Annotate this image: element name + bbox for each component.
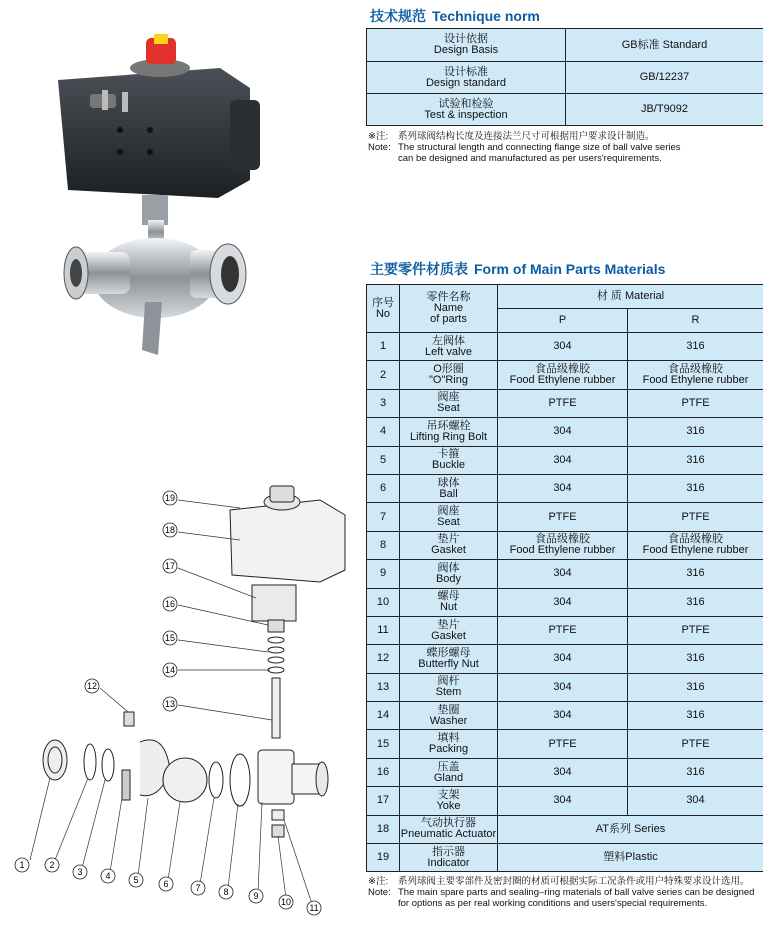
row-no: 8 (367, 531, 400, 559)
table-row (367, 560, 763, 588)
callout-number: 14 (164, 665, 176, 675)
row-material-r: 316 (628, 673, 763, 701)
header-p: P (498, 309, 628, 333)
row-material-p: 食品级橡胶 Food Ethylene rubber (498, 361, 628, 389)
header-no: 序号 No (367, 285, 400, 333)
row-no: 5 (367, 446, 400, 474)
row-material-p: 304 (498, 560, 628, 588)
row-part-name: 阀座 Seat (400, 389, 498, 417)
row-material-r: PTFE (628, 616, 763, 644)
technique-value: JB/T9092 (566, 94, 763, 126)
row-material-r: 316 (628, 446, 763, 474)
row-no: 2 (367, 361, 400, 389)
callout-number: 15 (164, 633, 176, 643)
callout-number: 8 (223, 887, 229, 897)
technique-title-cn: 技术规范 (370, 8, 426, 24)
row-no: 11 (367, 616, 400, 644)
technique-table (366, 28, 763, 126)
row-part-name: 指示器 Indicator (400, 844, 498, 872)
header-name: 零件名称 Name of parts (400, 285, 498, 333)
technique-label: 试验和检验 Test & inspection (367, 94, 566, 126)
header-material: 材 质 Material (498, 285, 763, 309)
callout-number: 13 (164, 699, 176, 709)
row-part-name: 垫片 Gasket (400, 531, 498, 559)
materials-title-cn: 主要零件材质表 (370, 261, 468, 277)
technique-title-en: Technique norm (432, 8, 540, 24)
row-part-name: 气动执行器 Pneumatic Actuator (400, 815, 498, 843)
row-material-p: 304 (498, 474, 628, 502)
table-row (367, 616, 763, 644)
callout-number: 2 (49, 860, 55, 870)
technique-label: 设计依据 Design Basis (367, 29, 566, 62)
technique-row (367, 94, 763, 126)
table-row (367, 673, 763, 701)
row-material-p: 304 (498, 758, 628, 786)
callout-number: 6 (163, 879, 169, 889)
table-row (367, 474, 763, 502)
row-no: 16 (367, 758, 400, 786)
row-part-name: 垫片 Gasket (400, 616, 498, 644)
technique-title (370, 6, 540, 26)
table-row (367, 844, 763, 872)
table-row (367, 531, 763, 559)
row-no: 4 (367, 418, 400, 446)
row-material-r: PTFE (628, 730, 763, 758)
row-material-p: PTFE (498, 730, 628, 758)
row-part-name: 填料 Packing (400, 730, 498, 758)
table-row (367, 333, 763, 361)
row-part-name: 阀座 Seat (400, 503, 498, 531)
row-material-p: 304 (498, 446, 628, 474)
technique-value: GB/12237 (566, 62, 763, 94)
materials-header-row (367, 285, 763, 309)
callout-number: 19 (164, 493, 176, 503)
row-material-r: 316 (628, 333, 763, 361)
row-material-r: 316 (628, 588, 763, 616)
row-part-name: 蝶形螺母 Butterfly Nut (400, 645, 498, 673)
row-material-p: PTFE (498, 616, 628, 644)
callout-number: 1 (19, 860, 25, 870)
table-row (367, 389, 763, 417)
table-row (367, 815, 763, 843)
row-part-name: 支架 Yoke (400, 787, 498, 815)
row-material-r: 316 (628, 418, 763, 446)
illustrations (0, 0, 360, 930)
row-no: 19 (367, 844, 400, 872)
table-row (367, 645, 763, 673)
row-material-p: 304 (498, 787, 628, 815)
row-material-p: 304 (498, 418, 628, 446)
table-row (367, 446, 763, 474)
row-material-r: 食品级橡胶 Food Ethylene rubber (628, 531, 763, 559)
callout-number: 11 (309, 903, 319, 913)
row-material-r: PTFE (628, 389, 763, 417)
technique-note: ※注: 系列球阀结构长度及连接法兰尺寸可根据用户要求设计制造。 Note: The structural length and connecting flange size of ball valve series can be designed and manufactured as per users'requirements. (368, 131, 681, 164)
callout-number: 12 (86, 681, 98, 691)
materials-title (370, 259, 665, 279)
row-material-r: PTFE (628, 503, 763, 531)
callout-number: 18 (164, 525, 176, 535)
row-no: 10 (367, 588, 400, 616)
exploded-view-drawing (0, 480, 360, 920)
row-part-name: 螺母 Nut (400, 588, 498, 616)
callout-number: 5 (133, 875, 139, 885)
callout-number: 4 (105, 871, 111, 881)
callout-number: 17 (164, 561, 176, 571)
row-material-p: 食品级橡胶 Food Ethylene rubber (498, 531, 628, 559)
table-row (367, 702, 763, 730)
row-material-p: 304 (498, 673, 628, 701)
row-material-r: 食品级橡胶 Food Ethylene rubber (628, 361, 763, 389)
row-no: 13 (367, 673, 400, 701)
row-material: 塑料Plastic (498, 844, 763, 872)
materials-title-en: Form of Main Parts Materials (474, 261, 666, 277)
row-part-name: 球体 Ball (400, 474, 498, 502)
row-material-p: 304 (498, 702, 628, 730)
row-no: 12 (367, 645, 400, 673)
materials-note: ※注: 系列球阀主要零部件及密封圈的材质可根据实际工况条件或用户特殊要求设计选用。 Note: The main spare parts and sealing–ring materials of ball valve series can be designed for options as per real working conditions and users'special requirements. (368, 876, 755, 909)
ball-valve-photo (50, 20, 290, 365)
technique-label: 设计标准 Design standard (367, 62, 566, 94)
row-material-r: 316 (628, 758, 763, 786)
row-material-p: PTFE (498, 503, 628, 531)
technique-row (367, 29, 763, 62)
row-material-r: 316 (628, 645, 763, 673)
row-no: 14 (367, 702, 400, 730)
callout-number: 10 (280, 897, 292, 907)
callout-number: 9 (253, 891, 259, 901)
table-row (367, 503, 763, 531)
table-row (367, 588, 763, 616)
row-no: 7 (367, 503, 400, 531)
row-material-r: 304 (628, 787, 763, 815)
row-no: 15 (367, 730, 400, 758)
row-no: 1 (367, 333, 400, 361)
header-r: R (628, 309, 763, 333)
row-part-name: 阀体 Body (400, 560, 498, 588)
row-material-p: 304 (498, 333, 628, 361)
row-material-r: 316 (628, 560, 763, 588)
row-material-r: 316 (628, 474, 763, 502)
table-row (367, 787, 763, 815)
row-part-name: 阀杆 Stem (400, 673, 498, 701)
technique-value: GB标准 Standard (566, 29, 763, 62)
row-material-r: 316 (628, 702, 763, 730)
row-no: 18 (367, 815, 400, 843)
row-no: 9 (367, 560, 400, 588)
table-row (367, 361, 763, 389)
callout-number: 7 (195, 883, 201, 893)
row-no: 6 (367, 474, 400, 502)
materials-table (366, 284, 763, 872)
technique-row (367, 62, 763, 94)
row-part-name: 左阀体 Left valve (400, 333, 498, 361)
row-part-name: O形圈 "O"Ring (400, 361, 498, 389)
callout-number: 3 (77, 867, 83, 877)
row-part-name: 吊环螺栓 Lifting Ring Bolt (400, 418, 498, 446)
row-part-name: 垫圈 Washer (400, 702, 498, 730)
row-material: AT系列 Series (498, 815, 763, 843)
row-material-p: PTFE (498, 389, 628, 417)
table-row (367, 758, 763, 786)
row-material-p: 304 (498, 588, 628, 616)
row-no: 3 (367, 389, 400, 417)
row-part-name: 压盖 Gland (400, 758, 498, 786)
row-part-name: 卡箍 Buckle (400, 446, 498, 474)
spec-panel (366, 0, 763, 930)
row-no: 17 (367, 787, 400, 815)
table-row (367, 418, 763, 446)
row-material-p: 304 (498, 645, 628, 673)
callout-number: 16 (164, 599, 176, 609)
table-row (367, 730, 763, 758)
